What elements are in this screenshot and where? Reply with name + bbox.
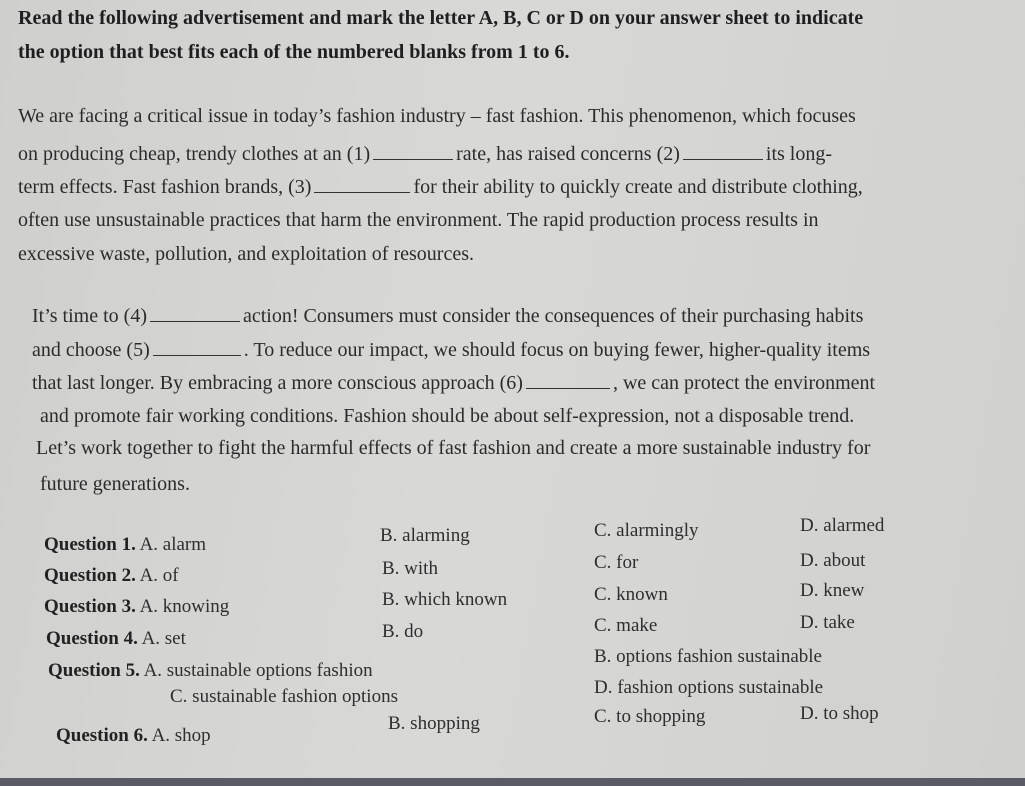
question-6-option-b: B. shopping bbox=[388, 713, 480, 734]
question-6-option-d: D. to shop bbox=[800, 703, 879, 724]
passage-p1-line-4: often use unsustainable practices that harm the environment. The rapid production process results in bbox=[18, 209, 819, 231]
passage-text: and choose (5) bbox=[32, 339, 150, 361]
passage-text: term effects. Fast fashion brands, (3) bbox=[18, 176, 312, 198]
passage-p2-line-2 bbox=[32, 338, 870, 362]
question-3-option-d: D. knew bbox=[800, 580, 865, 601]
passage-text: that last longer. By embracing a more conscious approach (6) bbox=[32, 372, 523, 394]
question-label: Question 6. bbox=[56, 725, 148, 746]
question-label: Question 1. bbox=[44, 534, 136, 555]
page-edge bbox=[0, 778, 1025, 786]
passage-text: , we can protect the environment bbox=[612, 372, 876, 394]
question-1-option-d: D. alarmed bbox=[800, 515, 885, 536]
option-a: A. sustainable options fashion bbox=[143, 660, 373, 681]
passage-p2-line-6: future generations. bbox=[40, 473, 190, 495]
question-1-option-c: C. alarmingly bbox=[594, 520, 699, 541]
question-3-option-b: B. which known bbox=[382, 589, 508, 610]
question-1-option-b: B. alarming bbox=[380, 525, 470, 546]
question-2-option-c: C. for bbox=[594, 552, 639, 573]
option-a: A. knowing bbox=[139, 596, 230, 617]
question-label: Question 5. bbox=[48, 660, 140, 681]
question-3-option-c: C. known bbox=[594, 584, 668, 605]
question-5-option-d: D. fashion options sustainable bbox=[594, 677, 824, 698]
blank-4 bbox=[150, 307, 240, 322]
question-4-option-d: D. take bbox=[800, 612, 855, 633]
question-4 bbox=[46, 628, 186, 650]
option-a: A. of bbox=[139, 565, 179, 586]
blank-1 bbox=[373, 145, 453, 160]
question-2-option-b: B. with bbox=[382, 558, 438, 579]
option-a: A. set bbox=[141, 628, 186, 649]
blank-2 bbox=[683, 145, 763, 160]
question-label: Question 2. bbox=[44, 565, 136, 586]
passage-text: its long- bbox=[765, 143, 833, 165]
question-6-option-c: C. to shopping bbox=[594, 706, 706, 727]
passage-text: rate, has raised concerns (2) bbox=[456, 143, 680, 165]
question-6 bbox=[56, 725, 211, 747]
instruction-line-1: Read the following advertisement and mark the letter A, B, C or D on your answer sheet to indicate bbox=[18, 7, 864, 29]
passage-p2-line-5: Let’s work together to fight the harmful effects of fast fashion and create a more sustainable industry for bbox=[36, 437, 871, 459]
question-5-option-b: B. options fashion sustainable bbox=[594, 646, 822, 667]
blank-5 bbox=[153, 341, 241, 356]
passage-text: for their ability to quickly create and distribute clothing, bbox=[413, 176, 863, 198]
question-4-option-c: C. make bbox=[594, 615, 658, 636]
passage-p1-line-2 bbox=[18, 142, 832, 166]
question-2-option-d: D. about bbox=[800, 550, 866, 571]
passage-text: It’s time to (4) bbox=[32, 305, 147, 327]
passage-p2-line-4: and promote fair working conditions. Fashion should be about self-expression, not a disposable trend. bbox=[40, 405, 855, 427]
question-2 bbox=[44, 565, 179, 587]
passage-p2-line-1 bbox=[32, 304, 863, 328]
question-5 bbox=[48, 660, 373, 682]
question-3 bbox=[44, 596, 229, 618]
question-5-option-c: C. sustainable fashion options bbox=[170, 686, 398, 707]
question-1 bbox=[44, 534, 206, 556]
passage-p1-line-1: We are facing a critical issue in today’s fashion industry – fast fashion. This phenomenon, which focuses bbox=[18, 105, 856, 127]
passage-text: on producing cheap, trendy clothes at an (1) bbox=[18, 143, 371, 165]
question-label: Question 3. bbox=[44, 596, 136, 617]
blank-3 bbox=[314, 178, 410, 193]
passage-p1-line-5: excessive waste, pollution, and exploitation of resources. bbox=[18, 243, 474, 265]
passage-p2-line-3 bbox=[32, 371, 875, 395]
passage-text: action! Consumers must consider the consequences of their purchasing habits bbox=[242, 305, 864, 327]
question-label: Question 4. bbox=[46, 628, 138, 649]
blank-6 bbox=[526, 374, 610, 389]
passage-text: . To reduce our impact, we should focus on buying fewer, higher-quality items bbox=[243, 339, 871, 361]
option-a: A. alarm bbox=[139, 534, 207, 555]
option-a: A. shop bbox=[151, 725, 211, 746]
question-4-option-b: B. do bbox=[382, 621, 424, 642]
passage-p1-line-3 bbox=[18, 175, 863, 199]
instruction-line-2: the option that best fits each of the numbered blanks from 1 to 6. bbox=[18, 41, 570, 63]
